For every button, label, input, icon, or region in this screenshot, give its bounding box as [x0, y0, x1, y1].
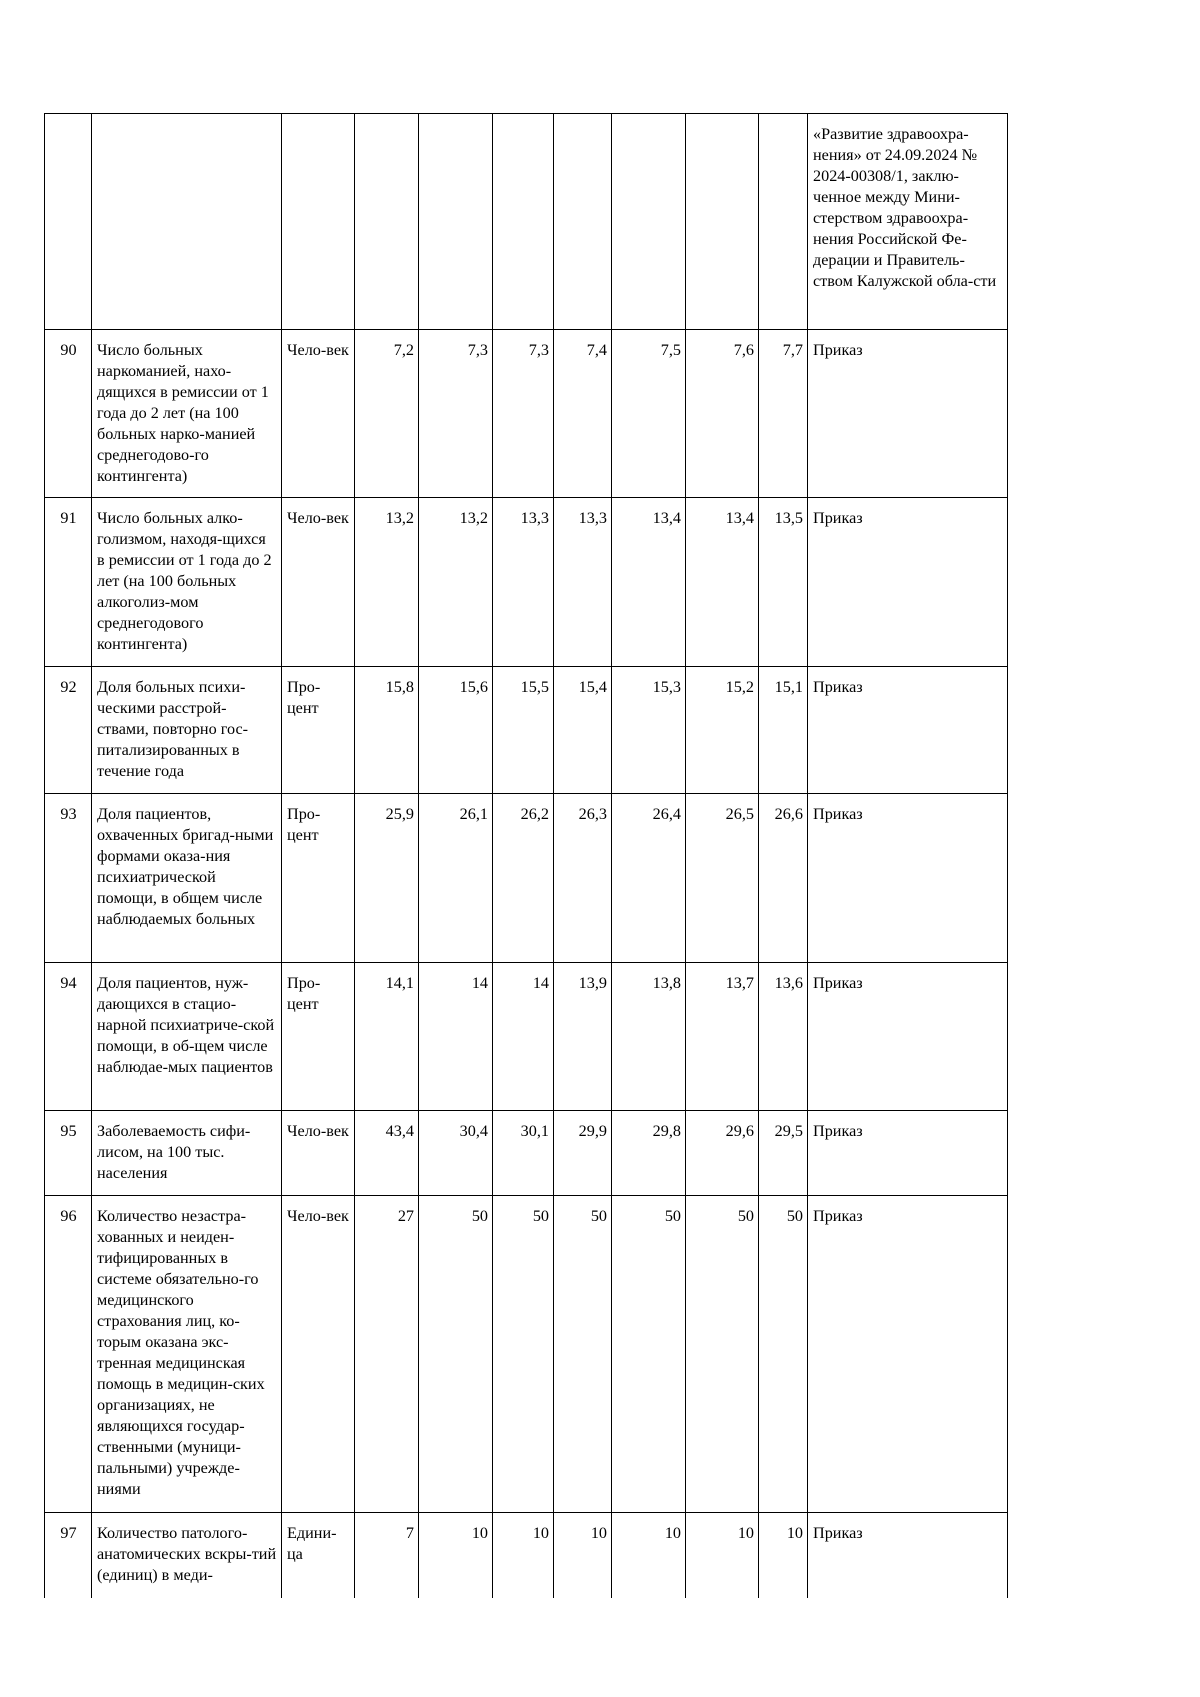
value-cell: 30,4 — [419, 1111, 493, 1196]
value-cell: 15,4 — [554, 667, 612, 794]
value-cell: 14 — [493, 963, 554, 1111]
indicator-name: Число больных алко-голизмом, находя-щихся в ремиссии от 1 года до 2 лет (на 100 больных алкоголиз-мом среднегодового контингента) — [92, 498, 282, 667]
value-cell: 15,6 — [419, 667, 493, 794]
value-cell: 13,2 — [419, 498, 493, 667]
indicator-name: Число больных наркоманией, нахо-дящихся в ремиссии от 1 года до 2 лет (на 100 больных нарко-манией среднегодово-го контингента) — [92, 330, 282, 498]
value-cell: 13,7 — [686, 963, 759, 1111]
value-cell: 10 — [686, 1513, 759, 1598]
value-cell: 26,5 — [686, 794, 759, 963]
value-cell: 50 — [759, 1196, 808, 1513]
unit-cell: Чело-век — [282, 1111, 355, 1196]
header-note: «Развитие здравоохра-нения» от 24.09.2024 № 2024-00308/1, заклю-ченное между Мини-стерством здравоохра-нения Российской Фе-дерации и Правитель-ством Калужской обла-сти — [808, 114, 1008, 330]
value-cell: 15,1 — [759, 667, 808, 794]
note-cell: Приказ — [808, 667, 1008, 794]
value-cell: 13,6 — [759, 963, 808, 1111]
note-cell: Приказ — [808, 330, 1008, 498]
row-number: 94 — [45, 963, 92, 1111]
value-cell: 29,9 — [554, 1111, 612, 1196]
cell-value — [554, 114, 612, 330]
value-cell: 10 — [419, 1513, 493, 1598]
value-cell: 15,2 — [686, 667, 759, 794]
value-cell: 27 — [355, 1196, 419, 1513]
value-cell: 7,3 — [493, 330, 554, 498]
row-number: 92 — [45, 667, 92, 794]
value-cell: 15,3 — [612, 667, 686, 794]
unit-cell: Чело-век — [282, 498, 355, 667]
table-row — [45, 1111, 1008, 1196]
value-cell: 29,6 — [686, 1111, 759, 1196]
unit-cell: Чело-век — [282, 1196, 355, 1513]
row-number: 90 — [45, 330, 92, 498]
value-cell: 50 — [554, 1196, 612, 1513]
value-cell: 7,7 — [759, 330, 808, 498]
value-cell: 10 — [759, 1513, 808, 1598]
cell-name — [92, 114, 282, 330]
value-cell: 50 — [686, 1196, 759, 1513]
value-cell: 7,2 — [355, 330, 419, 498]
unit-cell: Чело-век — [282, 330, 355, 498]
cell-value — [419, 114, 493, 330]
value-cell: 7 — [355, 1513, 419, 1598]
note-cell: Приказ — [808, 963, 1008, 1111]
cell-value — [612, 114, 686, 330]
value-cell: 10 — [493, 1513, 554, 1598]
indicator-name: Заболеваемость сифи-лисом, на 100 тыс. населения — [92, 1111, 282, 1196]
row-number: 97 — [45, 1513, 92, 1598]
row-number: 95 — [45, 1111, 92, 1196]
value-cell: 50 — [493, 1196, 554, 1513]
note-cell: Приказ — [808, 1513, 1008, 1598]
value-cell: 13,4 — [686, 498, 759, 667]
row-number: 91 — [45, 498, 92, 667]
note-cell: Приказ — [808, 1196, 1008, 1513]
indicator-name: Доля пациентов, охваченных бригад-ными формами оказа-ния психиатрической помощи, в общем числе наблюдаемых больных — [92, 794, 282, 963]
value-cell: 25,9 — [355, 794, 419, 963]
row-number: 96 — [45, 1196, 92, 1513]
value-cell: 7,6 — [686, 330, 759, 498]
table-row — [45, 330, 1008, 498]
value-cell: 26,4 — [612, 794, 686, 963]
value-cell: 15,8 — [355, 667, 419, 794]
indicator-name: Доля больных психи-ческими расстрой-ствами, повторно гос-питализированных в течение года — [92, 667, 282, 794]
table-row — [45, 794, 1008, 963]
value-cell: 29,8 — [612, 1111, 686, 1196]
unit-cell: Про-цент — [282, 963, 355, 1111]
indicator-name: Количество незастра-хованных и неиден-тифицированных в системе обязательно-го медицинского страхования лиц, ко-торым оказана экс-тренная медицинская помощь в медицин-ских организациях, не являющихся государ-ственными (муници-пальными) учрежде-ниями — [92, 1196, 282, 1513]
unit-cell: Про-цент — [282, 667, 355, 794]
note-cell: Приказ — [808, 498, 1008, 667]
note-cell: Приказ — [808, 1111, 1008, 1196]
cell-unit — [282, 114, 355, 330]
value-cell: 13,5 — [759, 498, 808, 667]
value-cell: 30,1 — [493, 1111, 554, 1196]
value-cell: 43,4 — [355, 1111, 419, 1196]
row-number: 93 — [45, 794, 92, 963]
table-body — [45, 330, 1008, 1598]
table-row — [45, 1513, 1008, 1598]
unit-cell: Про-цент — [282, 794, 355, 963]
value-cell: 7,3 — [419, 330, 493, 498]
value-cell: 14 — [419, 963, 493, 1111]
value-cell: 7,4 — [554, 330, 612, 498]
value-cell: 50 — [612, 1196, 686, 1513]
indicator-name: Количество патолого-анатомических вскры-тий (единиц) в меди- — [92, 1513, 282, 1598]
value-cell: 13,9 — [554, 963, 612, 1111]
indicator-name: Доля пациентов, нуж-дающихся в стацио-нарной психиатриче-ской помощи, в об-щем числе наблюдае-мых пациентов — [92, 963, 282, 1111]
value-cell: 10 — [554, 1513, 612, 1598]
cell-value — [493, 114, 554, 330]
indicators-table — [44, 113, 1008, 1598]
table-row — [45, 498, 1008, 667]
value-cell: 26,2 — [493, 794, 554, 963]
value-cell: 10 — [612, 1513, 686, 1598]
cell-num — [45, 114, 92, 330]
cell-value — [355, 114, 419, 330]
value-cell: 13,3 — [493, 498, 554, 667]
value-cell: 13,8 — [612, 963, 686, 1111]
value-cell: 26,6 — [759, 794, 808, 963]
value-cell: 26,3 — [554, 794, 612, 963]
value-cell: 26,1 — [419, 794, 493, 963]
value-cell: 50 — [419, 1196, 493, 1513]
value-cell: 14,1 — [355, 963, 419, 1111]
unit-cell: Едини-ца — [282, 1513, 355, 1598]
value-cell: 7,5 — [612, 330, 686, 498]
cell-value — [759, 114, 808, 330]
table-row-continuation — [45, 114, 1008, 330]
table-row — [45, 963, 1008, 1111]
value-cell: 29,5 — [759, 1111, 808, 1196]
value-cell: 13,2 — [355, 498, 419, 667]
note-cell: Приказ — [808, 794, 1008, 963]
cell-value — [686, 114, 759, 330]
value-cell: 13,3 — [554, 498, 612, 667]
value-cell: 13,4 — [612, 498, 686, 667]
table-row — [45, 1196, 1008, 1513]
table-row — [45, 667, 1008, 794]
value-cell: 15,5 — [493, 667, 554, 794]
